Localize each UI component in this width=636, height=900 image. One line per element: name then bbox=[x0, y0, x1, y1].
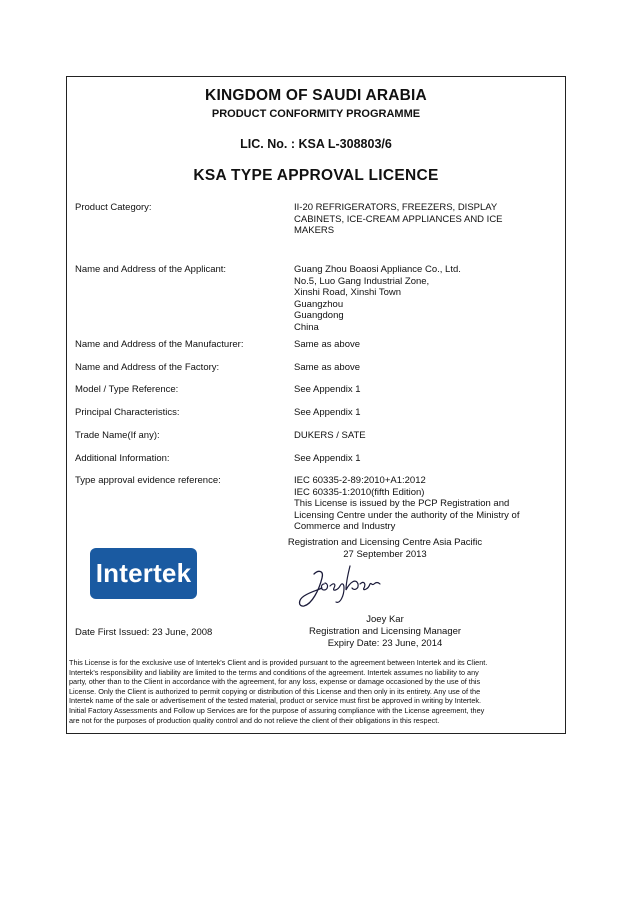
intertek-logo: Intertek bbox=[90, 548, 197, 599]
model-reference-label: Model / Type Reference: bbox=[75, 384, 179, 395]
issue-date: 27 September 2013 bbox=[343, 549, 427, 560]
programme-heading: PRODUCT CONFORMITY PROGRAMME bbox=[211, 108, 421, 120]
country-heading: KINGDOM OF SAUDI ARABIA bbox=[205, 87, 427, 104]
factory-label: Name and Address of the Factory: bbox=[75, 362, 220, 373]
manufacturer-label: Name and Address of the Manufacturer: bbox=[75, 339, 244, 350]
applicant-value: Guang Zhou Boaosi Appliance Co., Ltd. No.5, Luo Gang Industrial Zone, Xinshi Road, Xinshi Town Guangzhou Guangdong China bbox=[294, 264, 461, 333]
manufacturer-value: Same as above bbox=[294, 339, 361, 350]
document-title: KSA TYPE APPROVAL LICENCE bbox=[193, 167, 439, 184]
signatory-name: Joey Kar bbox=[366, 614, 404, 625]
licence-number: LIC. No. : KSA L-308803/6 bbox=[240, 137, 392, 151]
additional-information-label: Additional Information: bbox=[75, 453, 170, 464]
applicant-label: Name and Address of the Applicant: bbox=[75, 264, 227, 275]
product-category-label: Product Category: bbox=[75, 202, 152, 213]
signatory-title: Registration and Licensing Manager bbox=[308, 626, 462, 637]
factory-value: Same as above bbox=[294, 362, 361, 373]
signature bbox=[294, 560, 390, 612]
evidence-reference-value: IEC 60335-2-89:2010+A1:2012 IEC 60335-1:2010(fifth Edition) This License is issued by the PCP Registration and Licensing Centre under the authority of the Ministry of Commerce and Industry bbox=[294, 475, 520, 532]
product-category-value: II-20 REFRIGERATORS, FREEZERS, DISPLAY CABINETS, ICE-CREAM APPLIANCES AND ICE MAKERS bbox=[294, 202, 503, 236]
date-first-issued: Date First Issued: 23 June, 2008 bbox=[75, 627, 213, 638]
model-reference-value: See Appendix 1 bbox=[294, 384, 361, 395]
trade-name-label: Trade Name(If any): bbox=[75, 430, 160, 441]
principal-characteristics-value: See Appendix 1 bbox=[294, 407, 361, 418]
disclaimer: This License is for the exclusive use of Intertek's Client and is provided pursuant to the agreement between Intertek and its Client. Intertek's responsibility and liability are limited to the terms and conditions of the agreement. Intertek assumes no liability to any party, other than to the Client in accordance with the agreement, for any loss, expense or damage occasioned by the use of this License. Only the Client is authorized to permit copying or distribution of this License and then only in its entirety. Any use of the Intertek name of the sale or advertisement of the tested material, product or service must first be approved in writing by Intertek. Initial Factory Assessments and Follow up Services are for the purpose of assuring compliance with the License agreement, they are not for the purposes of production quality control and do not relieve the client of their obligations in this respect. bbox=[69, 658, 488, 725]
evidence-reference-label: Type approval evidence reference: bbox=[75, 475, 221, 486]
additional-information-value: See Appendix 1 bbox=[294, 453, 361, 464]
principal-characteristics-label: Principal Characteristics: bbox=[75, 407, 180, 418]
trade-name-value: DUKERS / SATE bbox=[294, 430, 366, 441]
issuing-centre: Registration and Licensing Centre Asia Pacific bbox=[287, 537, 483, 548]
expiry-date: Expiry Date: 23 June, 2014 bbox=[327, 638, 443, 649]
